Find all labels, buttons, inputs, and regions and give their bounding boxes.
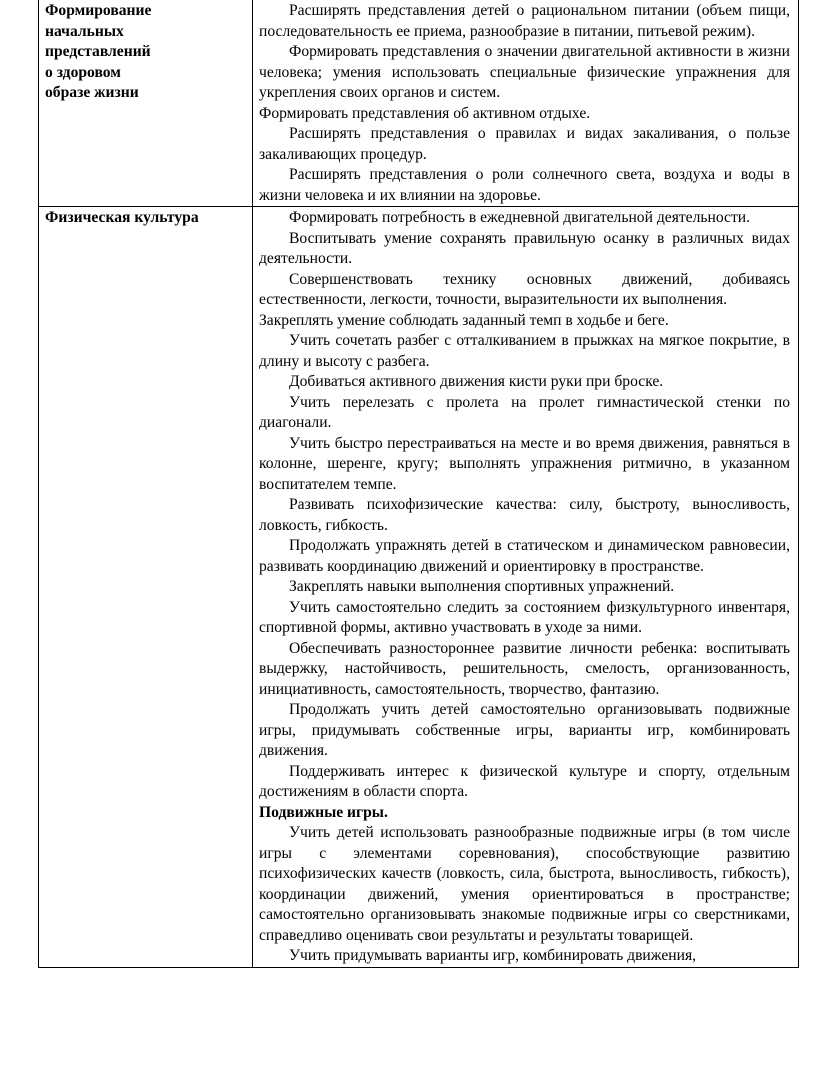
topic-line: Физическая культура xyxy=(45,209,199,226)
paragraph: Формировать представления о значении двигательной активности в жизни человека; умения использовать специальные физические упражнения для укрепления своих органов и систем. xyxy=(259,43,790,101)
content-table xyxy=(38,0,799,968)
paragraph: Формировать представления об активном отдыхе. xyxy=(259,104,591,122)
paragraph: Расширять представления детей о рациональном питании (объем пищи, последовательность ее приема, разнообразие в питании, питьевой режим). xyxy=(259,2,790,40)
topic-cell xyxy=(39,0,253,207)
paragraph: Учить детей использовать разнообразные подвижные игры (в том числе игры с элементами соревнования), способствующие развитию психофизических качеств (ловкость, сила, быстрота, выносливость, гибкость), координации движений, умения ориентироваться в пространстве; самостоятельно организовывать знакомые подвижные игры со сверстниками, справедливо оценивать свои результаты и результаты товарищей. xyxy=(259,824,790,944)
table-row-physical-culture xyxy=(39,207,799,968)
topic-line: начальных xyxy=(45,22,124,40)
paragraph: Продолжать учить детей самостоятельно организовывать подвижные игры, придумывать собственные игры, варианты игр, комбинировать движения. xyxy=(259,701,790,759)
paragraph: Совершенствовать технику основных движений, добиваясь естественности, легкости, точности, выразительности их выполнения. xyxy=(259,270,790,308)
table-row-healthy-lifestyle xyxy=(39,0,799,207)
paragraph: Формировать потребность в ежедневной двигательной деятельности. xyxy=(289,209,751,226)
paragraph: Закреплять навыки выполнения спортивных упражнений. xyxy=(289,578,675,595)
paragraph: Учить самостоятельно следить за состоянием физкультурного инвентаря, спортивной формы, активно участвовать в уходе за ними. xyxy=(259,598,790,636)
paragraph: Расширять представления о правилах и видах закаливания, о пользе закаливающих процедур. xyxy=(259,125,790,163)
paragraph: Учить быстро перестраиваться на месте и во время движения, равняться в колонне, шеренге, кругу; выполнять упражнения ритмично, в указанном воспитателем темпе. xyxy=(259,434,790,493)
section-heading: Подвижные игры. xyxy=(259,803,388,821)
topic-line: образе жизни xyxy=(45,84,139,101)
paragraph: Обеспечивать разностороннее развитие личности ребенка: воспитывать выдержку, настойчивость, решительность, смелость, организованность, инициативность, самостоятельность, творчество, фантазию. xyxy=(259,639,790,698)
paragraph: Учить сочетать разбег с отталкиванием в прыжках на мягкое покрытие, в длину и высоту с разбега. xyxy=(259,332,790,370)
content-cell xyxy=(253,0,799,207)
topic-line: Формирование xyxy=(45,2,152,19)
topic-cell xyxy=(39,207,253,968)
paragraph: Поддерживать интерес к физической культуре и спорту, отдельным достижениям в области спорта. xyxy=(259,762,790,800)
paragraph: Учить придумывать варианты игр, комбинировать движения, xyxy=(289,947,697,964)
paragraph: Закреплять умение соблюдать заданный темп в ходьбе и беге. xyxy=(259,311,669,329)
paragraph: Продолжать упражнять детей в статическом и динамическом равновесии, развивать координацию движений и ориентировку в пространстве. xyxy=(259,537,790,575)
content-cell xyxy=(253,207,799,968)
paragraph: Добиваться активного движения кисти руки при броске. xyxy=(289,373,664,390)
paragraph: Учить перелезать с пролета на пролет гимнастической стенки по диагонали. xyxy=(259,393,790,431)
paragraph: Расширять представления о роли солнечного света, воздуха и воды в жизни человека и их влиянии на здоровье. xyxy=(259,166,790,204)
topic-line: представлений xyxy=(45,43,151,60)
topic-line: о здоровом xyxy=(45,63,121,81)
paragraph: Развивать психофизические качества: силу, быстроту, выносливость, ловкость, гибкость. xyxy=(259,496,790,534)
paragraph: Воспитывать умение сохранять правильную осанку в различных видах деятельности. xyxy=(259,229,790,267)
